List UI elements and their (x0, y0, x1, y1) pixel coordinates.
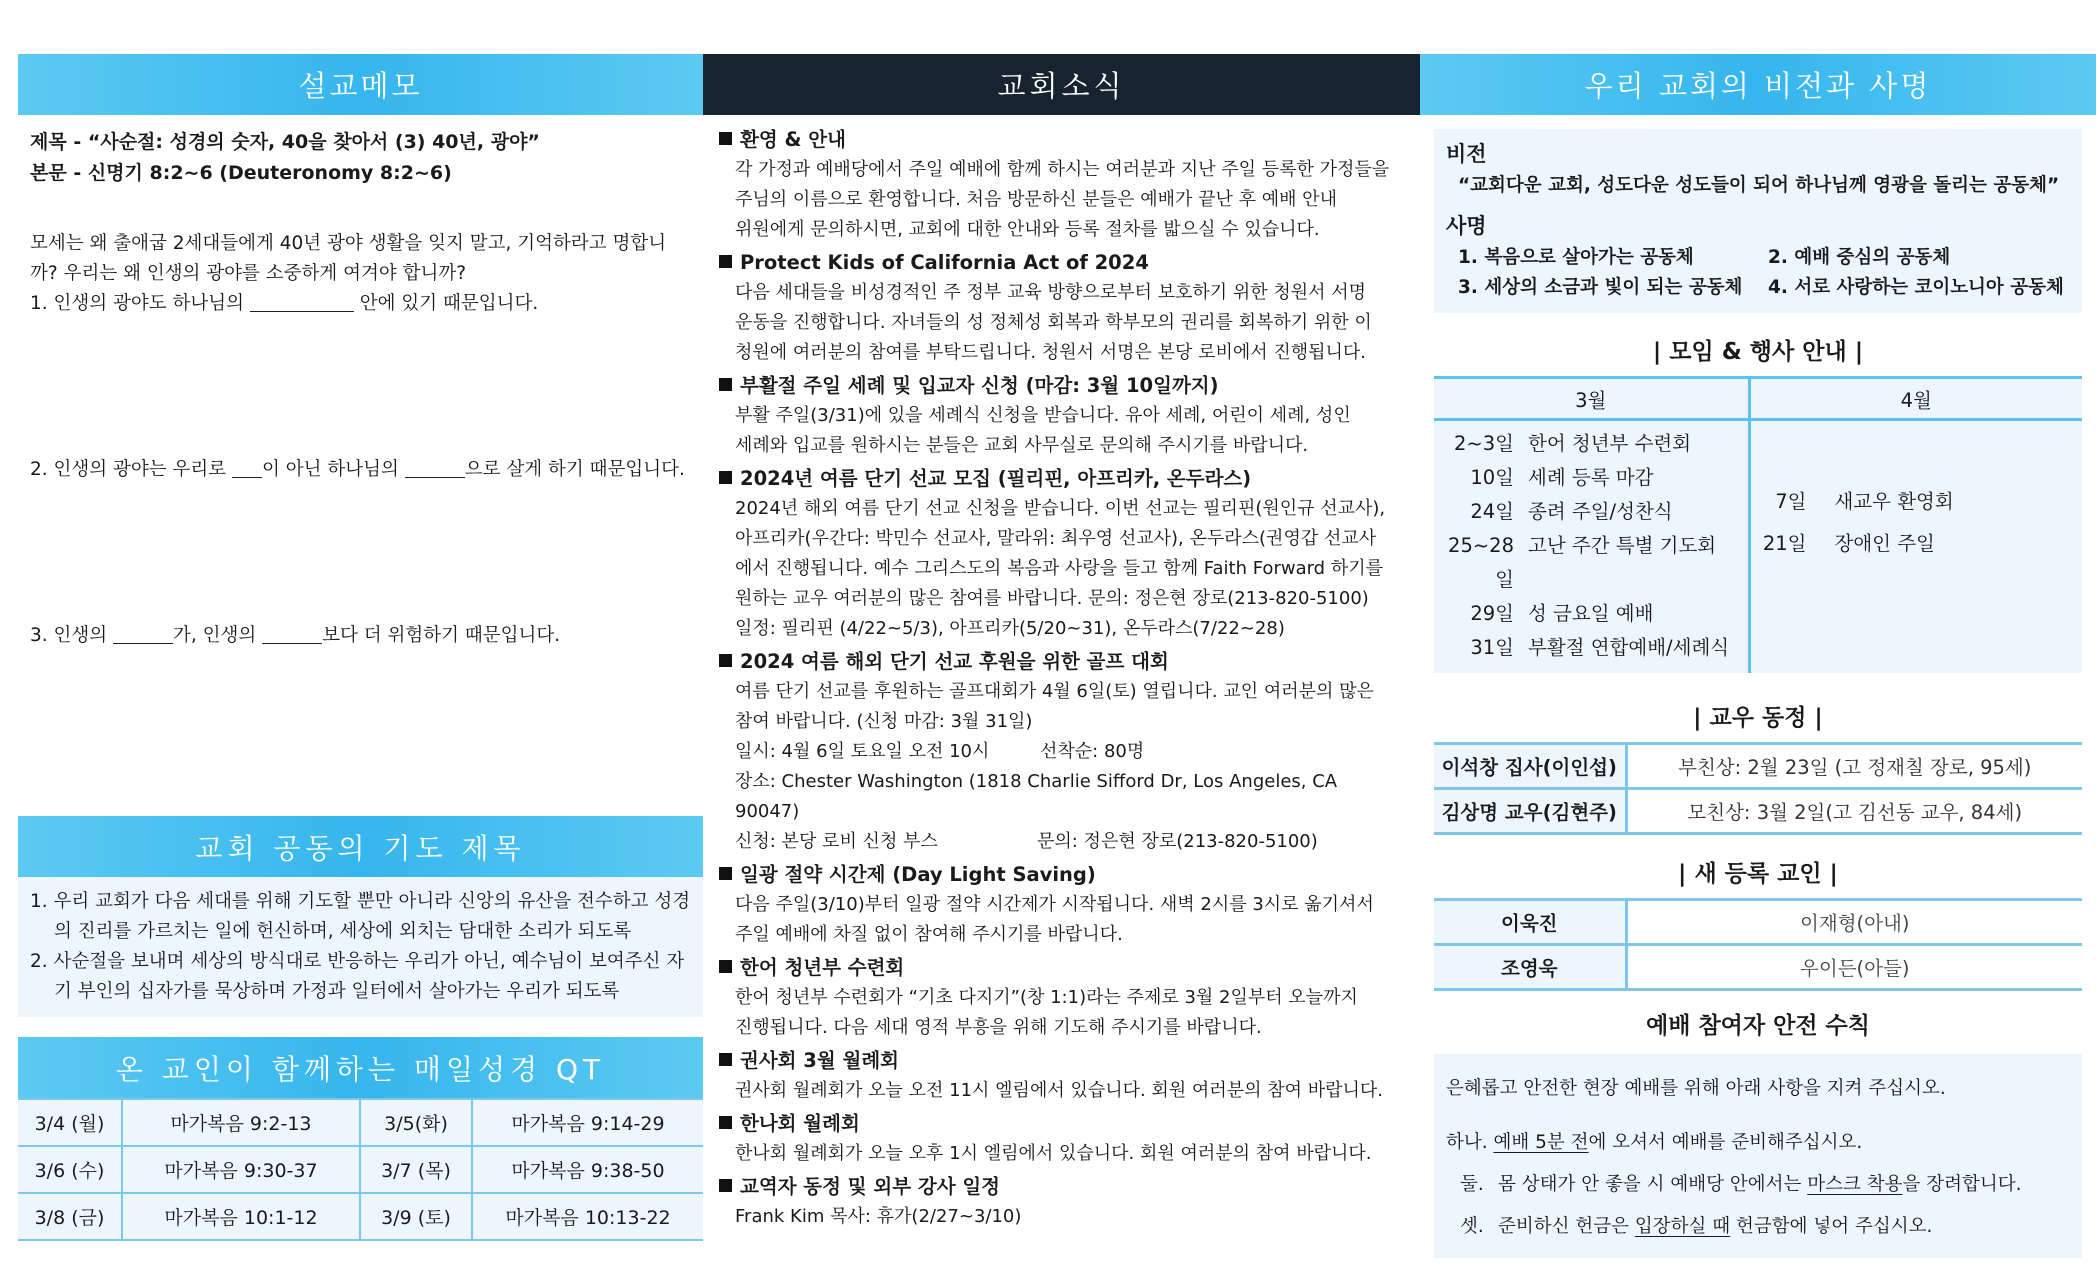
mission-list (1446, 243, 2070, 303)
fill-in-blank (232, 456, 262, 478)
mission-item: 1. 복음으로 살아가는 공동체 (1458, 247, 1694, 268)
news-list (703, 115, 1420, 1235)
mission-label: 사명 (1446, 214, 1487, 238)
table-row: 이석창 집사(이인섭) 부친상: 2월 23일 (고 정재칠 장로, 95세) (1434, 744, 2082, 789)
new-members-table (1434, 898, 2082, 991)
bullet-square-icon (719, 960, 732, 973)
prayer-item: 2. 사순절을 보내며 세상의 방식대로 반응하는 우리가 아닌, 예수님이 보여주신 자기 부인의 십자가를 묵상하며 가정과 일터에서 살아가는 우리가 되도록 (30, 951, 685, 1002)
sermon-memo-header: 설교메모 (18, 54, 703, 115)
event-item: 21일 장애인 주일 (1762, 532, 1935, 555)
table-row: 3/6 (수) 마가복음 9:30-37 3/7 (목) 마가복음 9:38-50 (18, 1146, 703, 1193)
event-item: 24일 종려 주일/성찬식 (1470, 500, 1673, 523)
mission-item: 2. 예배 중심의 공동체 (1768, 247, 1951, 268)
vision-column (1420, 54, 2096, 1258)
news-item: 환영 & 안내 각 가정과 예배당에서 주일 예배에 함께 하시는 여러분과 지난 주일 등록한 가정들을 주님의 이름으로 환영합니다. 처음 방문하신 분들은 예배가 끝난 후 예배 안내 위원에게 문의하시면, 교회에 대한 안내와 등록 절차를 밟으실 수 있습니다. (719, 125, 1402, 248)
fill-in-blank (405, 456, 465, 478)
event-item: 2~3일 한어 청년부 수련회 (1454, 432, 1692, 455)
safety-rule: 셋. 준비하신 헌금은 입장하실 때 헌금함에 넣어 주십시오. (1460, 1216, 1933, 1237)
mission-item: 4. 서로 사랑하는 코이노니아 공동체 (1768, 277, 2064, 298)
qt-table (18, 1098, 703, 1241)
prayer-item: 1. 우리 교회가 다음 세대를 위해 기도할 뿐만 아니라 신앙의 유산을 전수하고 성경의 진리를 가르치는 일에 헌신하며, 세상에 외치는 담대한 소리가 되도록 (30, 891, 691, 942)
news-item: 부활절 주일 세례 및 입교자 신청 (마감: 3월 10일까지) 부활 주일(3/31)에 있을 세례식 신청을 받습니다. 유아 세례, 어린이 세례, 성인 세례와 입교를 원하시는 분들은 교회 사무실로 문의해 주시기를 바랍니다. (719, 371, 1402, 464)
bullet-square-icon (719, 1053, 732, 1066)
safety-rule: 둘. 몸 상태가 안 좋을 시 예배당 안에서는 마스크 착용을 장려합니다. (1460, 1174, 2022, 1195)
sermon-point-2: 2. 인생의 광야는 우리로 이 아닌 하나님의 으로 살게 하기 때문입니다. (30, 455, 691, 485)
table-row: 3/8 (금) 마가복음 10:1-12 3/9 (토) 마가복음 10:13-22 (18, 1193, 703, 1240)
news-item: 한나회 월례회 한나회 월례회가 오늘 오후 1시 엘림에서 있습니다. 회원 여러분의 참여 바랍니다. (719, 1109, 1402, 1172)
vision-label: 비전 (1446, 142, 1487, 166)
table-row: 이욱진 이재형(아내) (1434, 900, 2082, 945)
news-item: 한어 청년부 수련회 한어 청년부 수련회가 “기초 다지기”(창 1:1)라는 주제로 3월 2일부터 오늘까지 진행됩니다. 다음 세대 영적 부흥을 위해 기도해 주시기를 바랍니다. (719, 953, 1402, 1046)
sermon-passage: 본문 - 신명기 8:2~6 (Deuteronomy 8:2~6) (30, 162, 452, 184)
safety-intro: 은혜롭고 안전한 현장 예배를 위해 아래 사항을 지켜 주십시오. (1446, 1078, 1946, 1099)
bullet-square-icon (719, 1179, 732, 1192)
safety-title: 예배 참여자 안전 수칙 (1646, 1013, 1870, 1039)
news-item: Protect Kids of California Act of 2024 다음 세대들을 비성경적인 주 정부 교육 방향으로부터 보호하기 위한 청원서 서명 운동을 진행합니다. 자녀들의 성 정체성 회복과 학부모의 권리를 회복하기 위한 이 청원에 여러분의 참여를 부탁드립니다. 청원서 서명은 본당 로비에서 진행됩니다. (719, 248, 1402, 371)
news-item: 2024년 여름 단기 선교 모집 (필리핀, 아프리카, 온두라스) 2024년 해외 여름 단기 선교 신청을 받습니다. 이번 선교는 필리핀(원인규 선교사), 아프리카(우간다: 박민수 선교사, 말라위: 최우영 선교사), 온두라스(권영갑 선교사 에서 진행됩니다. 예수 그리스도의 복음과 사랑을 들고 함께 Faith Forward 하기를 원하는 교우 여러분의 많은 참여를 바랍니다. 문의: 정은현 장로(213-820-5100) 일정: 필리핀 (4/22~5/3), 아프리카(5/20~31), 온두라스(7/22~28) (719, 464, 1402, 647)
bullet-square-icon (719, 1116, 732, 1129)
sermon-body (18, 229, 703, 651)
event-item: 7일 새교우 환영회 (1775, 490, 1954, 513)
sermon-question: 모세는 왜 출애굽 2세대들에게 40년 광야 생활을 잊지 말고, 기억하라고 명합니까? 우리는 왜 인생의 광야를 소중하게 여겨야 합니까? (30, 233, 667, 284)
vision-panel (1434, 129, 2082, 313)
news-item: 일광 절약 시간제 (Day Light Saving) 다음 주일(3/10)부터 일광 절약 시간제가 시작됩니다. 새벽 2시를 3시로 옮기셔서 주일 예배에 차질 없이 참여해 주시기를 바랍니다. (719, 860, 1402, 953)
event-item: 10일 세례 등록 마감 (1470, 466, 1654, 489)
prayer-header: 교회 공동의 기도 제목 (18, 816, 703, 877)
bullet-square-icon (719, 378, 732, 391)
vision-header: 우리 교회의 비전과 사명 (1420, 54, 2096, 115)
vision-statement: “교회다운 교회, 성도다운 성도들이 되어 하나님께 영광을 돌리는 공동체” (1458, 175, 2060, 196)
fill-in-blank (262, 622, 322, 644)
event-item: 25~28일 고난 주간 특별 기도회 (1448, 534, 1717, 591)
table-row: 3/4 (월) 마가복음 9:2-13 3/5(화) 마가복음 9:14-29 (18, 1099, 703, 1146)
events-table (1434, 376, 2082, 673)
member-news-title: | 교우 동정 | (1693, 705, 1823, 731)
prayer-list (18, 877, 703, 1017)
event-item: 31일 부활절 연합예배/세례식 (1470, 636, 1730, 659)
table-row: 조영욱 우이든(아들) (1434, 945, 2082, 990)
safety-rule: 하나. 예배 5분 전에 오셔서 예배를 준비해주십시오. (1446, 1132, 1863, 1153)
news-item: 권사회 3월 월례회 권사회 월례회가 오늘 오전 11시 엘림에서 있습니다. 회원 여러분의 참여 바랍니다. (719, 1046, 1402, 1109)
mission-item: 3. 세상의 소금과 빛이 되는 공동체 (1458, 277, 1743, 298)
member-news-table (1434, 742, 2082, 835)
news-header: 교회소식 (703, 54, 1420, 115)
table-row: 김상명 교우(김현주) 모친상: 3월 2일(고 김선동 교우, 84세) (1434, 789, 2082, 834)
table-row (1434, 378, 2082, 420)
news-column (703, 54, 1420, 1235)
sermon-meta (18, 115, 703, 189)
bullet-square-icon (719, 255, 732, 268)
safety-panel (1434, 1054, 2082, 1258)
sermon-point-3: 3. 인생의 가, 인생의 보다 더 위험하기 때문입니다. (30, 621, 691, 651)
april-column-header: 4월 (1749, 378, 2082, 420)
events-title: | 모임 & 행사 안내 | (1652, 339, 1864, 365)
sermon-title: 제목 - “사순절: 성경의 숫자, 40을 찾아서 (3) 40년, 광야” (30, 131, 540, 153)
bullet-square-icon (719, 471, 732, 484)
news-item: 2024 여름 해외 단기 선교 후원을 위한 골프 대회 여름 단기 선교를 후원하는 골프대회가 4월 6일(토) 열립니다. 교인 여러분의 많은 참여 바랍니다. (신청 마감: 3월 31일) 일시: 4월 6일 토요일 오전 10시 선착순: 80명 장소: Chester Washington (1818 Charlie Sifford Dr, Los Angeles, CA 90047) 신청: 본당 로비 신청 부스 문의: 정은현 장로(213-820-5100) (719, 647, 1402, 860)
event-item: 29일 성 금요일 예배 (1470, 602, 1654, 625)
table-row (1434, 420, 2082, 674)
march-column-header: 3월 (1434, 378, 1749, 420)
bullet-square-icon (719, 132, 732, 145)
fill-in-blank (113, 622, 173, 644)
sermon-point-1: 1. 인생의 광야도 하나님의 안에 있기 때문입니다. (30, 289, 691, 319)
fill-in-blank (250, 290, 354, 312)
qt-header: 온 교인이 함께하는 매일성경 QT (18, 1037, 703, 1098)
bullet-square-icon (719, 867, 732, 880)
news-item: 교역자 동정 및 외부 강사 일정 Frank Kim 목사: 휴가(2/27~3/10) (719, 1172, 1402, 1235)
bullet-square-icon (719, 654, 732, 667)
sermon-column (18, 54, 703, 651)
new-members-title: | 새 등록 교인 | (1678, 861, 1838, 887)
